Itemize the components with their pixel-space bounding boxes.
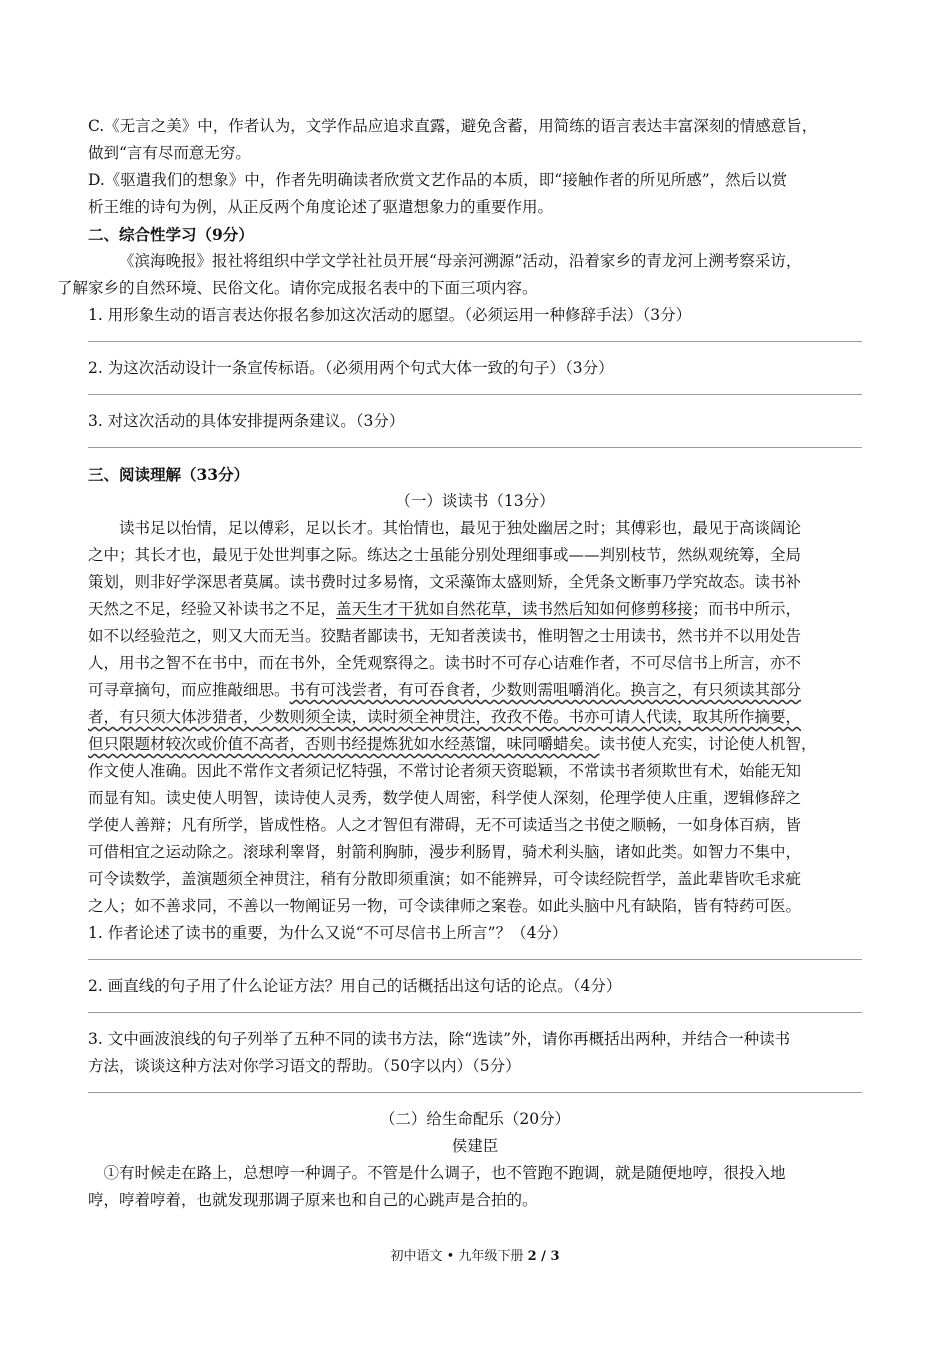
text2-author: 侯建臣 — [451, 1137, 499, 1155]
s2-answer-line-3[interactable] — [88, 447, 862, 448]
text1-title: （一）谈读书（13分） — [395, 492, 555, 510]
footer-label: 初中语文 • 九年级下册 — [390, 1249, 524, 1264]
s2-question-3: 3. 对这次活动的具体安排提两条建议。（3分） — [88, 412, 405, 430]
text1-passage: 读书足以怡情，足以傅彩，足以长才。其怡情也，最见于独处幽居之时；其傅彩也，最见于高谈阔论 之中；其长才也，最见于处世判事之际。练达之士虽能分别处理细事或——判别枝节，然纵观统筹，全局 策划，则非好学深思者莫属。读书费时过多易惰，文采藻饰太盛则矫，全凭条文断事乃学究故态。读书补 天然之不足，经验又补读书之不足，盖天生才干犹如自然花草，读书然后知如何修剪移接；而书中所示， 如不以经验范之，则又大而无当。狡黠者鄙读书，无知者羡读书，惟明智之士用读书，然书并不以用处告 人，用书之智不在书中，而在书外，全凭观察得之。读书时不可存心诘难作者，不可尽信书上所言，亦不 可寻章摘句，而应推敲细思。书有可浅尝者，有可吞食者，少数则需咀嚼消化。换言之，有只须读其部分 者，有只须大体涉猎者，少数则须全读，读时须全神贯注，孜孜不倦。书亦可请人代读，取其所作摘要， 但只限题材较次或价值不高者，否则书经提炼犹如水经蒸馏，味同嚼蜡矣。读书使人充实，讨论使人机智， 作文使人准确。因此不常作文者须记忆特强，不常讨论者须天资聪颖，不常读书者须欺世有术，始能无知 而显有知。读史使人明智，读诗使人灵秀，数学使人周密，科学使人深刻，伦理学使人庄重，逻辑修辞之 学使人善辩；凡有所学，皆成性格。人之才智但有滞碍，无不可读适当之书使之顺畅，一如身体百病，皆 可借相宜之运动除之。滚球利睾肾，射箭利胸肺，漫步利肠胃，骑术利头脑，诸如此类。如智力不集中， 可令读数学，盖演题须全神贯注，稍有分散即须重演；如不能辨异，可令读经院哲学，盖此辈皆吹毛求疵 之人；如不善求同，不善以一物阐证另一物，可令读律师之案卷。如此头脑中凡有缺陷，皆有特药可医。 — [88, 519, 817, 915]
wavy-underlined-sentence: 书有可浅尝者，有可吞食者，少数则需咀嚼消化。换言之，有只须读其部分 — [289, 681, 802, 699]
s3-question-3: 3. 文中画波浪线的句子列举了五种不同的读书方法，除“选读”外，请你再概括出两种，并结合一种读书 方法，谈谈这种方法对你学习语文的帮助。（50字以内）（5分） — [88, 1030, 791, 1075]
option-c: C.《无言之美》中，作者认为，文学作品应追求直露，避免含蓄，用简练的语言表达丰富深刻的情感意旨， 做到“言有尽而意无穷。 — [88, 117, 818, 162]
s3-answer-line-2[interactable] — [88, 1012, 862, 1013]
section2-heading: 二、综合性学习（9分） — [88, 225, 254, 244]
page-footer — [0, 1245, 950, 1264]
s2-question-1: 1. 用形象生动的语言表达你报名参加这次活动的愿望。（必须运用一种修辞手法）（3分） — [88, 306, 692, 324]
exam-page — [57, 113, 862, 1214]
text2-paragraph-1: ①有时候走在路上，总想哼一种调子。不管是什么调子，也不管跑不跑调，就是随便地哼，很投入地 哼，哼着哼着，也就发现那调子原来也和自己的心跳声是合拍的。 — [88, 1164, 786, 1209]
s3-answer-line-3[interactable] — [88, 1092, 862, 1093]
s3-question-1: 1. 作者论述了读书的重要，为什么又说“不可尽信书上所言”？（4分） — [88, 924, 568, 942]
wavy-underlined-sentence: 但只限题材较次或价值不高者，否则书经提炼犹如水经蒸馏，味同嚼蜡矣。 — [88, 735, 600, 753]
section3-heading: 三、阅读理解（33分） — [88, 465, 250, 484]
wavy-underlined-sentence: 者，有只须大体涉猎者，少数则须全读，读时须全神贯注，孜孜不倦。书亦可请人代读，取其所作摘要， — [88, 708, 802, 726]
page-number: 2 / 3 — [527, 1249, 560, 1264]
s2-answer-line-2[interactable] — [88, 394, 862, 395]
s3-answer-line-1[interactable] — [88, 959, 862, 960]
section2-intro: 《滨海晚报》报社将组织中学文学社社员开展“母亲河溯源”活动，沿着家乡的青龙河上溯考察采访， 了解家乡的自然环境、民俗文化。请你完成报名表中的下面三项内容。 — [57, 252, 802, 297]
s2-answer-line-1[interactable] — [88, 341, 862, 342]
straight-underlined-sentence: 盖天生才干犹如自然花草，读书然后知如何修剪移接 — [336, 600, 693, 618]
option-d: D.《驱遣我们的想象》中，作者先明确读者欣赏文艺作品的本质，即“接触作者的所见所感”，然后以赏 析王维的诗句为例，从正反两个角度论述了驱遣想象力的重要作用。 — [88, 171, 788, 216]
text2-title: （二）给生命配乐（20分） — [379, 1110, 571, 1128]
s3-question-2: 2. 画直线的句子用了什么论证方法？用自己的话概括出这句话的论点。（4分） — [88, 977, 622, 995]
s2-question-2: 2. 为这次活动设计一条宣传标语。（必须用两个句式大体一致的句子）（3分） — [88, 359, 614, 377]
